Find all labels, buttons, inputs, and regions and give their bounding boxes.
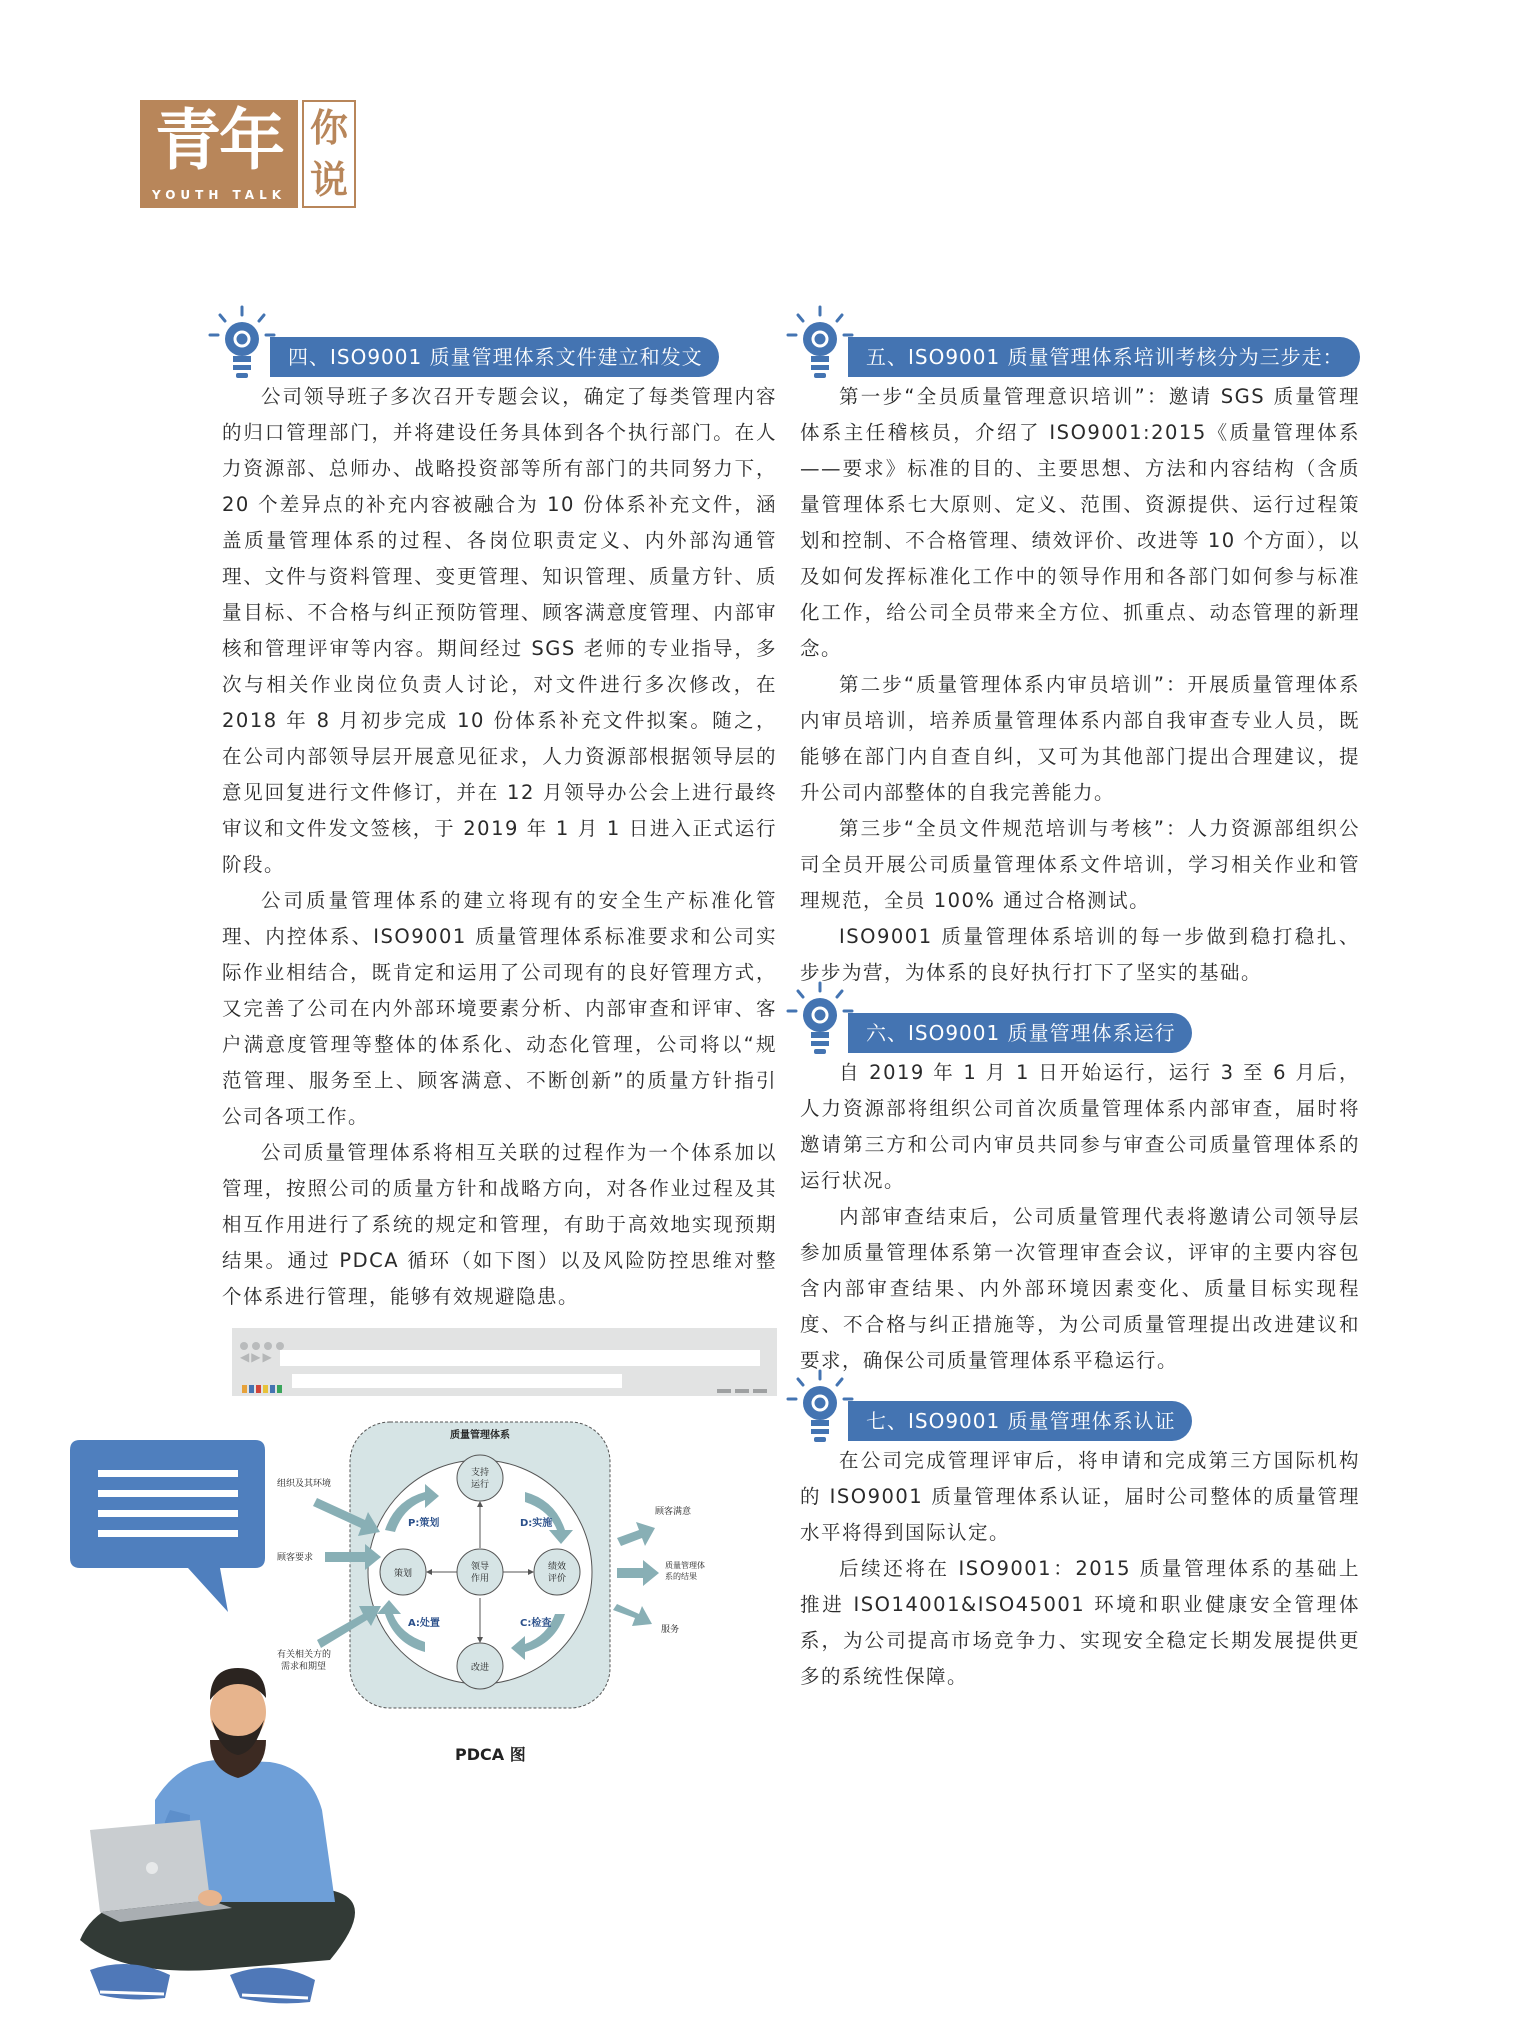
address-bar-illustration (280, 1350, 760, 1366)
input-label: 组织及其环境 (277, 1479, 332, 1489)
logo-english-title: YOUTH TALK (151, 188, 287, 202)
section-7-title: 七、ISO9001 质量管理体系认证 (848, 1401, 1192, 1441)
section-5-paragraph: ISO9001 质量管理体系培训的每一步做到稳打稳扎、步步为营，为体系的良好执行打下了坚实的基础。 (800, 925, 1360, 984)
node-support-label: 支持 (470, 1468, 490, 1478)
node-role-label: 作用 (470, 1574, 490, 1584)
node-leadership-label: 领导 (470, 1562, 490, 1572)
section-7-heading (800, 1383, 1360, 1443)
input-label: 有关相关方的 (277, 1650, 332, 1660)
color-swatches-icon (242, 1378, 284, 1397)
section-5-paragraph: 第三步“全员文件规范培训与考核”：人力资源部组织公司全员开展公司质量管理体系文件培训，学习相关作业和管理规范，全员 100% 通过合格测试。 (800, 817, 1360, 912)
logo-chinese-title: 青年 (155, 102, 283, 179)
node-planning-label: 策划 (393, 1569, 413, 1579)
person-with-laptop-illustration (60, 1640, 360, 2010)
logo-side-top: 你 (309, 106, 348, 150)
node-evaluation (534, 1549, 580, 1595)
section-5-paragraph: 第二步“质量管理体系内审员培训”：开展质量管理体系内审员培训，培养质量管理体系内部自我审查专业人员，既能够在部门内自查自纠，又可为其他部门提出合理建议，提升公司内部整体的自我完善能力。 (800, 673, 1360, 804)
node-evaluation-label: 评价 (547, 1574, 567, 1584)
input-label: 顾客要求 (277, 1553, 314, 1563)
node-performance-label: 绩效 (547, 1562, 567, 1572)
phase-label-plan: P:策划 (408, 1518, 440, 1529)
node-improvement-label: 改进 (470, 1663, 490, 1673)
left-column (222, 315, 777, 1315)
phase-label-act: A:处置 (408, 1618, 440, 1629)
section-4-heading (222, 319, 777, 379)
logo-main-block (140, 100, 298, 208)
section-6-title: 六、ISO9001 质量管理体系运行 (848, 1013, 1192, 1053)
output-label: 服务 (661, 1625, 680, 1635)
output-label: 质量管理体 (665, 1561, 705, 1570)
node-support-operation (457, 1455, 503, 1501)
section-5-paragraph: 第一步“全员质量管理意识培训”：邀请 SGS 质量管理体系主任稽核员，介绍了 ISO9001:2015《质量管理体系——要求》标准的目的、主要思想、方法和内容结构（含质量管理体系七大原则、定义、范围、资源提供、运行过程策划和控制、不合格管理、绩效评价、改进等 10 个方面），以及如何发挥标准化工作中的领导作用和各部门如何参与标准化工作，给公司全员带来全方位、抓重点、动态管理的新理念。 (800, 385, 1360, 660)
section-4-paragraph: 公司领导班子多次召开专题会议，确定了每类管理内容的归口管理部门，并将建设任务具体到各个执行部门。在人力资源部、总师办、战略投资部等所有部门的共同努力下，20 个差异点的补充内容被融合为 10 份体系补充文件，涵盖质量管理体系的过程、各岗位职责定义、内外部沟通管理、文件与资料管理、变更管理、知识管理、质量方针、质量目标、不合格与纠正预防管理、顾客满意度管理、内部审核和管理评审等内容。期间经过 SGS 老师的专业指导，多次与相关作业岗位负责人讨论，对文件进行多次修改，在 2018 年 8 月初步完成 10 份体系补充文件拟案。随之，在公司内部领导层开展意见征求，人力资源部根据领导层的意见回复进行文件修订，并在 12 月领导办公会上进行最终审议和文件发文签核，于 2019 年 1 月 1 日进入正式运行阶段。 (222, 385, 777, 876)
output-label: 顾客满意 (655, 1507, 692, 1517)
section-6-paragraph: 自 2019 年 1 月 1 日开始运行，运行 3 至 6 月后，人力资源部将组织公司首次质量管理体系内部审查，届时将邀请第三方和公司内审员共同参与审查公司质量管理体系的运行状况。 (800, 1061, 1360, 1192)
section-4-paragraph: 公司质量管理体系将相互关联的过程作为一个体系加以管理，按照公司的质量方针和战略方向，对各作业过程及其相互作用进行了系统的规定和管理，有助于高效地实现预期结果。通过 PDCA 循环（如下图）以及风险防控思维对整个体系进行管理，能够有效规避隐患。 (222, 1141, 777, 1308)
section-4-paragraph: 公司质量管理体系的建立将现有的安全生产标准化管理、内控体系、ISO9001 质量管理体系标准要求和公司实际作业相结合，既肯定和运用了公司现有的良好管理方式，又完善了公司在内外部环境要素分析、内部审查和评审、客户满意度管理等整体的体系化、动态化管理，公司将以“规范管理、服务至上、顾客满意、不断创新”的质量方针指引公司各项工作。 (222, 889, 777, 1128)
section-7-paragraph: 后续还将在 ISO9001：2015 质量管理体系的基础上推进 ISO14001&ISO45001 环境和职业健康安全管理体系，为公司提高市场竞争力、实现安全稳定长期发展提供更多的系统性保障。 (800, 1557, 1360, 1688)
browser-frame-illustration (232, 1328, 777, 1396)
section-6-paragraph: 内部审查结束后，公司质量管理代表将邀请公司领导层参加质量管理体系第一次管理审查会议，评审的主要内容包含内部审查结果、内外部环境因素变化、质量目标实现程度、不合格与纠正措施等，为公司质量管理提出改进建议和要求，确保公司质量管理体系平稳运行。 (800, 1205, 1360, 1372)
phase-label-do: D:实施 (520, 1518, 553, 1529)
diagram-caption: PDCA 图 (455, 1745, 526, 1764)
output-arrow-icon (617, 1522, 655, 1546)
diagram-title: 质量管理体系 (450, 1430, 510, 1441)
section-6-heading (800, 995, 1360, 1055)
section-5-title: 五、ISO9001 质量管理体系培训考核分为三步走： (848, 337, 1360, 377)
lightbulb-icon (784, 305, 856, 383)
menu-dashes-icon (713, 1378, 767, 1397)
output-arrow-icon (617, 1560, 659, 1586)
section-7-paragraph: 在公司完成管理评审后，将申请和完成第三方国际机构的 ISO9001 质量管理体系认证，届时公司整体的质量管理水平将得到国际认定。 (800, 1449, 1360, 1544)
node-leadership (457, 1549, 503, 1595)
section-4-title: 四、ISO9001 质量管理体系文件建立和发文 (270, 337, 719, 377)
logo-side-bottom: 说 (309, 158, 348, 202)
output-arrow-icon (613, 1604, 652, 1626)
logo-side-block (302, 100, 356, 208)
section-5-heading (800, 319, 1360, 379)
lightbulb-icon (206, 305, 278, 383)
search-bar-illustration (292, 1374, 622, 1388)
output-label: 系的结果 (665, 1572, 697, 1581)
magazine-logo (140, 100, 355, 208)
right-column (800, 315, 1360, 1695)
node-operation-label: 运行 (470, 1480, 490, 1490)
lightbulb-icon (784, 981, 856, 1059)
nav-arrows-icon: ◀▶▶ (240, 1350, 274, 1364)
input-label: 需求和期望 (281, 1662, 327, 1672)
phase-label-check: C:检查 (520, 1618, 552, 1629)
lightbulb-icon (784, 1369, 856, 1447)
